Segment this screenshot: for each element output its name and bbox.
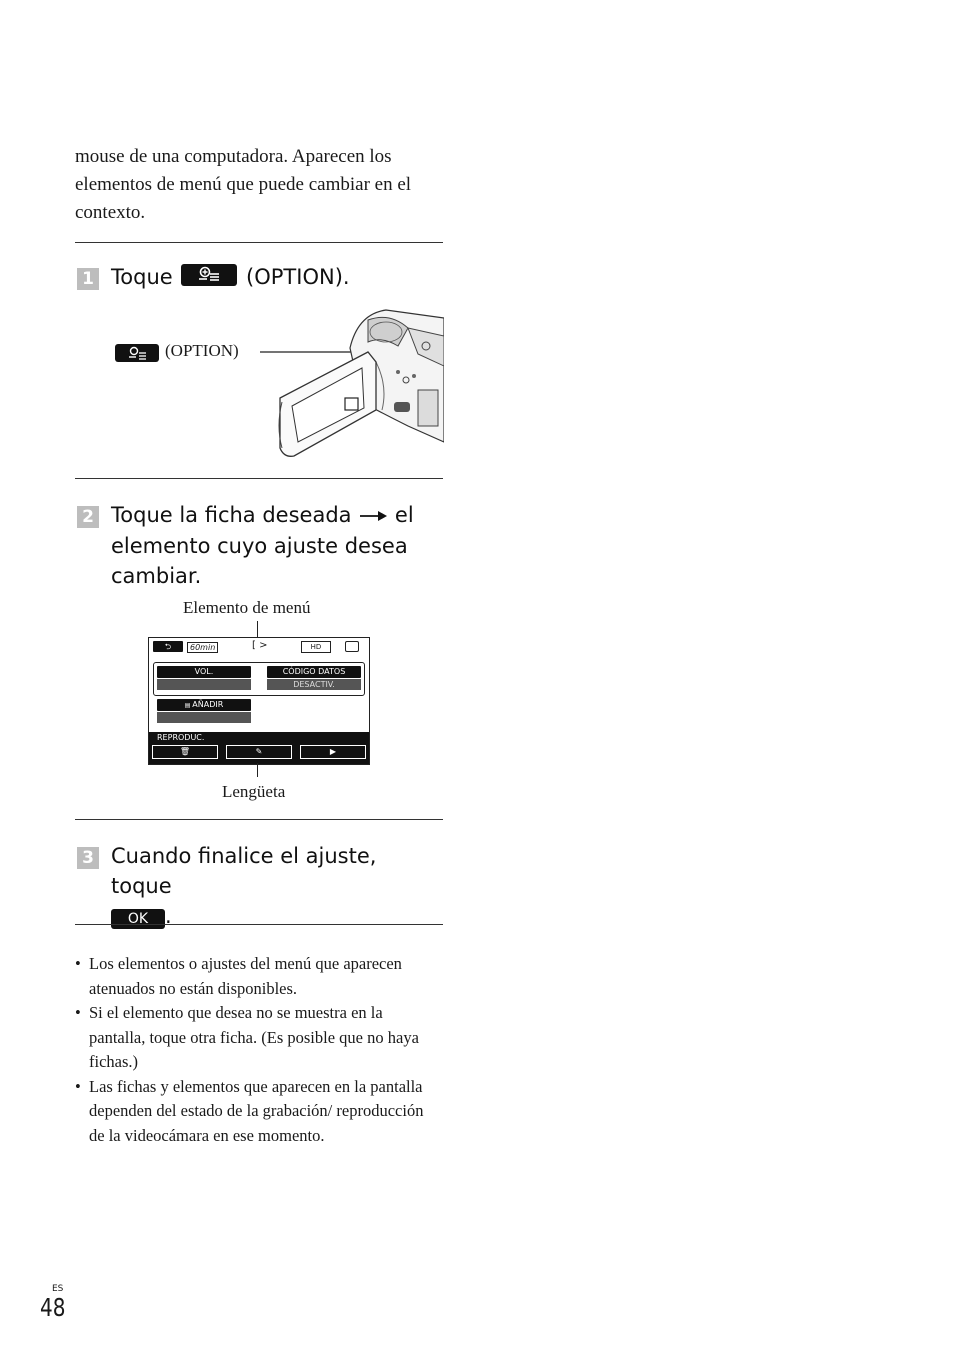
step-2-text <box>111 500 431 591</box>
ok-button[interactable]: OK <box>111 909 165 929</box>
hd-quality-icon: HD <box>301 641 331 653</box>
step-2-text-b: el elemento cuyo ajuste desea cambiar. <box>111 503 414 588</box>
vol-button[interactable]: VOL. <box>157 666 251 678</box>
step-3-number: 3 <box>77 847 99 869</box>
intro-paragraph: mouse de una computadora. Aparecen los elementos de menú que puede cambiar en el contexto. <box>75 146 412 223</box>
step-2-text-a: Toque la ficha deseada <box>111 503 352 527</box>
step-3-label: Cuando finalice el ajuste, toque <box>111 844 377 898</box>
option-icon-small <box>115 344 159 362</box>
menu-item-label: Elemento de menú <box>183 598 311 617</box>
note-item: • Si el elemento que desea no se muestra en la pantalla, toque otra ficha. (Es posible que no haya fichas.) <box>75 1001 437 1075</box>
note-item: • Los elementos o ajustes del menú que aparecen atenuados no están disponibles. <box>75 952 437 1001</box>
language-code: ES <box>52 1284 64 1294</box>
tab-label: Lengüeta <box>222 782 286 801</box>
step-1-prefix: Toque <box>111 265 173 289</box>
anadir-label: AÑADIR <box>192 700 224 709</box>
tab-edit[interactable] <box>226 745 292 759</box>
step-1-number: 1 <box>77 268 99 290</box>
notes-list <box>75 952 437 1148</box>
codigo-datos-value: DESACTIV. <box>267 679 361 690</box>
page-number: 48 <box>40 1293 66 1322</box>
arrow-right-icon <box>358 501 388 531</box>
note-item: • Las fichas y elementos que aparecen en la pantalla dependen del estado de la grabación/ reproducción de la videocámara en ese momento. <box>75 1075 437 1149</box>
camcorder-illustration <box>258 306 444 462</box>
step-1-suffix: (OPTION). <box>246 265 350 289</box>
tab-bar <box>149 732 369 764</box>
anadir-value <box>157 712 251 723</box>
divider <box>75 478 443 479</box>
option-caption: (OPTION) <box>165 341 239 360</box>
step-3-end: . <box>165 904 172 928</box>
divider <box>75 924 443 925</box>
tab-play[interactable] <box>300 745 366 759</box>
battery-indicator: 60min <box>187 642 218 653</box>
divider <box>75 242 443 243</box>
vol-value <box>157 679 251 690</box>
step-3-text <box>111 841 431 931</box>
menu-screen <box>148 637 370 765</box>
playlist-icon: ▤ <box>184 702 193 709</box>
step-1-text <box>111 262 350 292</box>
media-icon <box>345 641 359 652</box>
tab-delete[interactable] <box>152 745 218 759</box>
reproduc-label: REPRODUC. <box>157 733 205 742</box>
callout-line-bottom <box>257 763 258 777</box>
codigo-datos-button[interactable]: CÓDIGO DATOS <box>267 666 361 678</box>
option-icon <box>181 264 237 286</box>
back-button[interactable]: ⮌ <box>153 641 183 652</box>
play-icon: ▶ <box>329 747 337 756</box>
edit-icon: ✎ <box>255 747 263 756</box>
divider <box>75 819 443 820</box>
anadir-button[interactable] <box>157 699 251 711</box>
play-indicator: [ > <box>252 640 268 651</box>
trash-icon: 🗑 <box>179 747 191 756</box>
step-2-number: 2 <box>77 506 99 528</box>
